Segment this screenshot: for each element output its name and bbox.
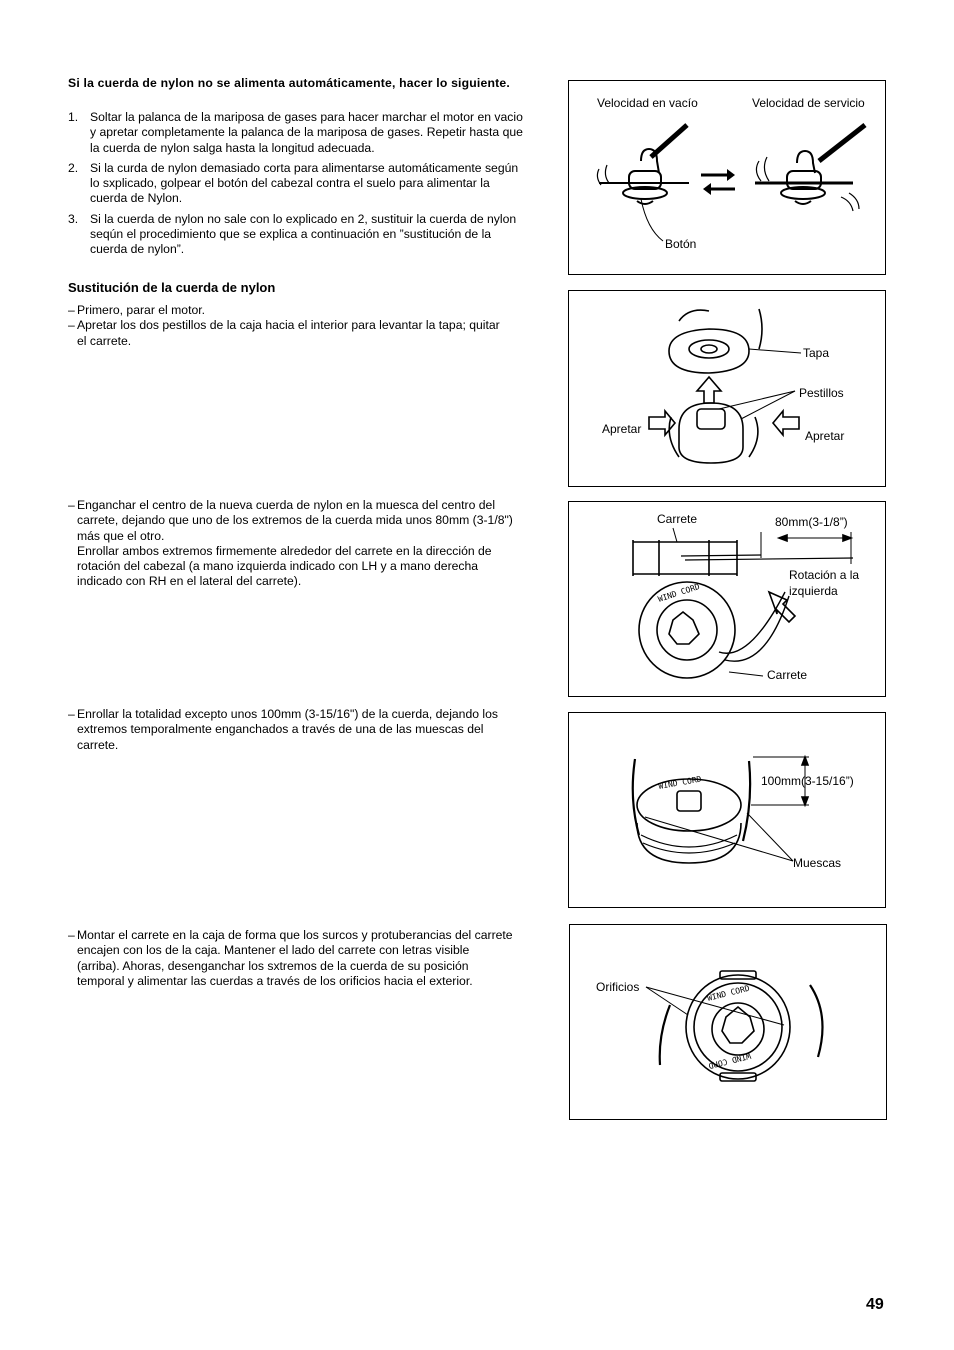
dash-text: Enganchar el centro de la nueva cuerda de nylon en la muesca del centro del carrete, dejando que uno de los extremos de la cuerda mida unos 80mm (3-1/8") más que el otro. xyxy=(77,498,513,543)
dash-item xyxy=(68,303,508,318)
instruction-block-2 xyxy=(68,498,523,590)
instruction-block-4 xyxy=(68,928,513,989)
dash-text: Primero, parar el motor. xyxy=(77,303,206,317)
dash-marker: – xyxy=(68,318,75,333)
label-notches: Muescas xyxy=(793,856,842,870)
label-press-right: Apretar xyxy=(805,429,845,443)
figure-spool-winding xyxy=(568,501,886,697)
step-2 xyxy=(68,161,523,207)
step-1 xyxy=(68,110,523,156)
instruction-block-1 xyxy=(68,303,508,349)
label-rotation: Rotación a la izquierda xyxy=(789,568,860,598)
label-cover: Tapa xyxy=(803,346,830,360)
spool-winding-illustration xyxy=(569,502,885,696)
instruction-heading: Si la cuerda de nylon no se alimenta automáticamente, hacer lo siguiente. xyxy=(68,76,510,90)
step-number: 1. xyxy=(68,110,79,124)
dash-item xyxy=(68,498,523,590)
spool-text-bottom: WIND CORD xyxy=(707,1051,752,1071)
step-number: 3. xyxy=(68,211,79,226)
step-text: Si la curda de nylon demasiado corta para alimentarse automáticamente según lo sxplicado, golpear el botón del cabezal contra el suelo para alimentar la cuerda de Nylon. xyxy=(90,160,519,206)
label-service-speed: Velocidad de servicio xyxy=(752,96,865,110)
figure-feed-holes xyxy=(569,924,887,1120)
dash-marker: – xyxy=(68,707,75,721)
label-spool-bottom: Carrete xyxy=(767,668,808,682)
label-100mm: 100mm(3-15/16”) xyxy=(761,774,854,788)
dash-marker: – xyxy=(68,498,75,512)
label-button: Botón xyxy=(665,237,697,251)
dash-marker: – xyxy=(68,928,75,942)
step-text: Si la cuerda de nylon no sale con lo explicado en 2, sustituir la cuerda de nylon seqún el procedimiento que se explica a continuación en ”sustitución de la cuerda de nylon”. xyxy=(90,211,517,257)
dash-text: Enrollar la totalidad excepto unos 100mm (3-15/16") de la cuerda, dejando los extremos temporalmente enganchados a través de una de las muescas del carrete. xyxy=(77,707,498,752)
section-title: Sustitución de la cuerda de nylon xyxy=(68,280,276,295)
label-80mm: 80mm(3-1/8”) xyxy=(775,515,848,529)
figure-throttle-speeds xyxy=(568,80,886,275)
label-idle-speed: Velocidad en vacío xyxy=(597,96,698,110)
instruction-block-3 xyxy=(68,707,518,753)
dash-item xyxy=(68,707,518,753)
figure-cover-removal xyxy=(568,290,886,487)
figure-spool-notches xyxy=(568,712,886,908)
spool-text-top: WIND CORD xyxy=(706,983,751,1003)
step-number: 2. xyxy=(68,160,79,175)
feed-holes-illustration xyxy=(570,925,886,1119)
label-spool-top: Carrete xyxy=(657,512,698,526)
dash-text: Montar el carrete en la caja de forma que los surcos y protuberancias del carrete encajen con los de la caja. Mantener el lado del carrete con letras visible (arriba). Ahoras, desenganchar los sxtremos de la cuerda de su posición temporal y alimentar las cuerdas a través de los orificios hacia el exterior. xyxy=(77,928,513,988)
page-number: 49 xyxy=(866,1296,884,1313)
dash-marker: – xyxy=(68,303,75,317)
steps-list xyxy=(68,110,523,263)
label-holes: Orificios xyxy=(596,980,640,994)
spool-text: WIND CORD xyxy=(657,774,703,791)
step-text: Soltar la palanca de la mariposa de gases para hacer marchar el motor en vacio y apretar completamente la palanca de la mariposa de gases. Repetir hasta que la cuerda de nylon salga hasta la longitud adecuada. xyxy=(90,110,523,155)
dash-text-continued: Enrollar ambos extremos firmemente alrededor del carrete en la dirección de rotación del cabezal (a mano izquierda indicado con LH y a mano derecha indicado con RH en el lateral del carrete). xyxy=(77,543,492,589)
label-latches: Pestillos xyxy=(799,386,844,400)
dash-text: Apretar los dos pestillos de la caja hacia el interior para levantar la tapa; quitar el carrete. xyxy=(77,318,500,348)
step-3 xyxy=(68,212,523,258)
spool-notches-illustration xyxy=(569,713,885,907)
dash-item xyxy=(68,318,508,349)
label-press-left: Apretar xyxy=(602,422,642,436)
spool-text: WIND CORD xyxy=(656,581,701,604)
dash-item xyxy=(68,928,513,989)
